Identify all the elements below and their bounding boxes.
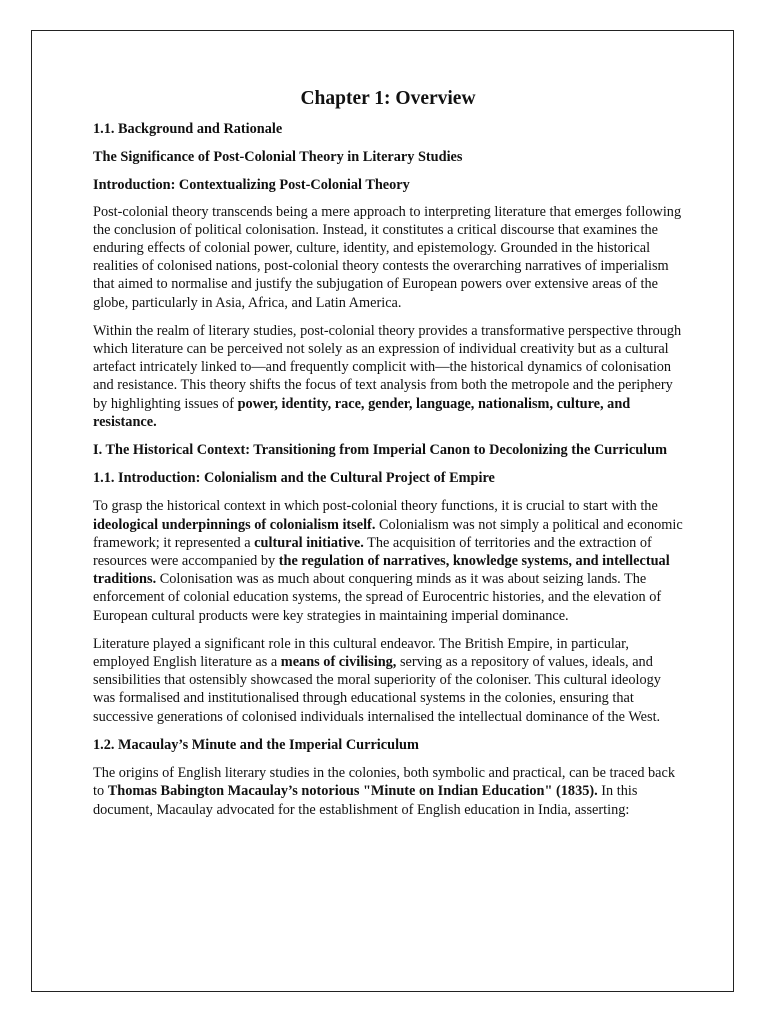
bold-run: ideological underpinnings of colonialism itself. (93, 516, 376, 533)
text-run: The origins of English literary studies in the colonies, both symbolic and practical, can be traced back to (93, 765, 676, 800)
document-body (93, 86, 683, 829)
section-heading-macaulay: 1.2. Macaulay’s Minute and the Imperial Curriculum (93, 736, 419, 753)
paragraph-intro: Post-colonial theory transcends being a mere approach to interpreting literature that emerges following the conclusion of political colonisation. Instead, it constitutes a critical discourse that examines the enduring effects of colonial power, culture, identity, and epistemology. Grounded in the historical realities of colonised nations, post-colonial theory contests the overarching narratives of imperialism that aimed to normalise and justify the subjugation of European powers over extensive areas of the globe, particularly in Asia, Africa, and Latin America. (93, 203, 682, 311)
text-run: Within the realm of literary studies, post-colonial theory provides a transformative perspective through which literature can be perceived not solely as an expression of individual creativity but as a cultural artefact intricately linked to—and frequently complicit with—the historical dynamics of colonisation and resistance. This theory shifts the focus of text analysis from both the metropole and the periphery by highlighting issues of (93, 322, 682, 412)
paragraph-macaulay (93, 764, 683, 819)
section-heading-introduction: Introduction: Contextualizing Post-Colonial Theory (93, 177, 410, 194)
bold-run: means of civilising, (280, 654, 397, 671)
text-run: The acquisition of territories and the extraction of resources were accompanied by (93, 534, 652, 570)
bold-run: power, identity, race, gender, language, nationalism, culture, and resistance. (93, 395, 631, 430)
bold-run: the regulation of narratives, knowledge systems, and intellectual traditions. (93, 553, 670, 588)
text-run: serving as a repository of values, ideals, and sensibilities that ostensibly showcased the moral superiority of the coloniser. This cultural ideology was formalised and institutionalised through educational systems in the colonies, ensuring that successive generations of colonised individuals internalised the intellectual dominance of the West. (93, 654, 661, 725)
text-run: To grasp the historical context in which post-colonial theory functions, it is crucial to start with the (93, 498, 658, 515)
text-run: In this document, Macaulay advocated for the establishment of English education in India, asserting: (93, 783, 638, 818)
section-heading-background: 1.1. Background and Rationale (93, 121, 283, 137)
bold-run: Thomas Babington Macaulay’s notorious "Minute on Indian Education" (1835). (107, 783, 598, 800)
bold-run: cultural initiative. (254, 534, 364, 551)
section-heading-historical-context: I. The Historical Context: Transitioning from Imperial Canon to Decolonizing the Curriculum (93, 442, 667, 459)
section-heading-colonialism: 1.1. Introduction: Colonialism and the Cultural Project of Empire (93, 470, 495, 487)
text-run: Colonisation was as much about conquering minds as it was about seizing lands. The enforcement of colonial education systems, the spread of Eurocentric histories, and the elevation of European cultural products were key strategies in maintaining imperial dominance. (93, 571, 662, 624)
text-run: Literature played a significant role in this cultural endeavor. The British Empire, in particular, employed English literature as a (93, 635, 629, 671)
chapter-title: Chapter 1: Overview (300, 88, 476, 109)
section-heading-significance: The Significance of Post-Colonial Theory in Literary Studies (93, 149, 463, 166)
paragraph-literature-role (93, 635, 683, 726)
paragraph-colonialism (93, 497, 683, 624)
text-run: Colonialism was not simply a political and economic framework; it represented a (93, 516, 683, 551)
paragraph-literary-studies (93, 322, 683, 431)
